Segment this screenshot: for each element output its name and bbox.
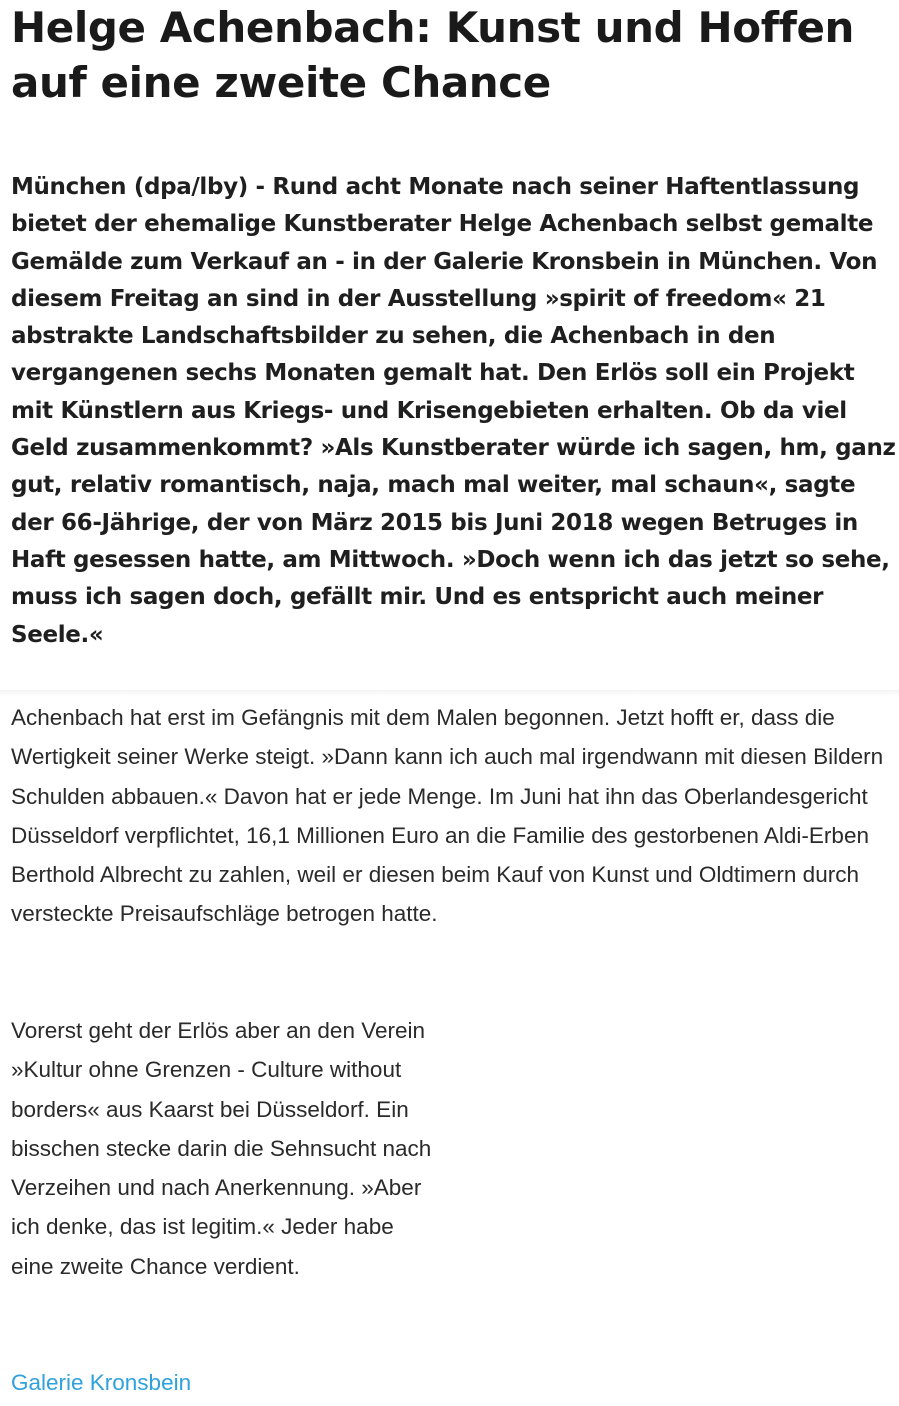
article-paragraph-1: Achenbach hat erst im Gefängnis mit dem Malen begonnen. Jetzt hofft er, dass die Wertigkeit seiner Werke steigt. »Dann kann ich auch mal irgendwann mit diesen Bildern Schulden abbauen.« Davon hat er jede Menge. Im Juni hat ihn das Oberlandesgericht Düsseldorf verpflichtet, 16,1 Millionen Euro an die Familie des gestorbenen Aldi-Erben Berthold Albrecht zu zahlen, weil er diesen beim Kauf von Kunst und Oldtimern durch versteckte Preisaufschläge betrogen hatte. [11, 705, 884, 927]
article-headline: Helge Achenbach: Kunst und Hoffen auf eine zweite Chance [11, 3, 855, 107]
article-paragraph-2: Vorerst geht der Erlös aber an den Verein »Kultur ohne Grenzen - Culture without borders« aus Kaarst bei Düsseldorf. Ein bisschen stecke darin die Sehnsucht nach Verzeihen und nach Anerkennung. »Aber ich denke, das ist legitim.« Jeder habe eine zweite Chance verdient. [11, 1018, 432, 1279]
galerie-kronsbein-link[interactable]: Galerie Kronsbein [11, 1370, 192, 1395]
article-lead: München (dpa/lby) - Rund acht Monate nach seiner Haftentlassung bietet der ehemalige Kunstberater Helge Achenbach selbst gemalte Gemälde zum Verkauf an - in der Galerie Kronsbein in München. Von diesem Freitag an sind in der Ausstellung »spirit of freedom« 21 abstrakte Landschaftsbilder zu sehen, die Achenbach in den vergangenen sechs Monaten gemalt hat. Den Erlös soll ein Projekt mit Künstlern aus Kriegs- und Krisengebieten erhalten. Ob da viel Geld zusammenkommt? »Als Kunstberater würde ich sagen, hm, ganz gut, relativ romantisch, naja, mach mal weiter, mal schaun«, sagte der 66-Jährige, der von März 2015 bis Juni 2018 wegen Betruges in Haft gesessen hatte, am Mittwoch. »Doch wenn ich das jetzt so sehe, muss ich sagen doch, gefällt mir. Und es entspricht auch meiner Seele.« [11, 174, 896, 648]
section-divider [0, 690, 899, 696]
